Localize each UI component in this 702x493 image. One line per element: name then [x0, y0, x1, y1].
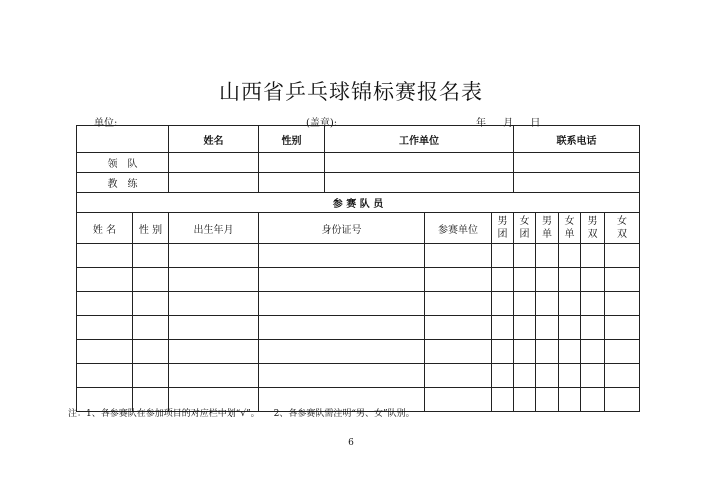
member-entry-cell[interactable] — [425, 316, 492, 340]
member-row — [77, 268, 640, 292]
coach-gender-cell[interactable] — [259, 173, 325, 193]
member-entry-cell[interactable] — [605, 364, 640, 388]
member-entry-cell[interactable] — [425, 292, 492, 316]
member-entry-cell[interactable] — [492, 244, 514, 268]
member-col-name: 姓 名 — [77, 213, 133, 244]
col-workunit-header: 工作单位 — [325, 126, 514, 153]
member-entry-cell[interactable] — [581, 268, 605, 292]
member-entry-cell[interactable] — [581, 364, 605, 388]
coach-phone-cell[interactable] — [514, 173, 640, 193]
member-entry-cell[interactable] — [514, 340, 536, 364]
member-rows — [77, 244, 640, 412]
member-entry-cell[interactable] — [559, 244, 581, 268]
coach-name-cell[interactable] — [169, 173, 259, 193]
member-entry-cell[interactable] — [559, 316, 581, 340]
member-col-birth: 出生年月 — [169, 213, 259, 244]
member-entry-cell[interactable] — [514, 244, 536, 268]
member-col-women-double: 女双 — [605, 213, 640, 244]
member-row — [77, 244, 640, 268]
member-entry-cell[interactable] — [536, 268, 559, 292]
member-entry-cell[interactable] — [259, 364, 425, 388]
member-entry-cell[interactable] — [514, 292, 536, 316]
members-header-row — [77, 213, 640, 244]
member-entry-cell[interactable] — [77, 340, 133, 364]
member-entry-cell[interactable] — [133, 244, 169, 268]
member-row — [77, 364, 640, 388]
member-entry-cell[interactable] — [536, 364, 559, 388]
member-entry-cell[interactable] — [605, 388, 640, 412]
month-label: 月 — [503, 118, 514, 129]
member-entry-cell[interactable] — [514, 268, 536, 292]
leader-phone-cell[interactable] — [514, 153, 640, 173]
year-label: 年 — [476, 118, 486, 129]
members-section-title: 参 赛 队 员 — [77, 193, 640, 213]
member-entry-cell[interactable] — [133, 340, 169, 364]
member-entry-cell[interactable] — [605, 340, 640, 364]
member-entry-cell[interactable] — [77, 244, 133, 268]
member-entry-cell[interactable] — [259, 316, 425, 340]
member-entry-cell[interactable] — [77, 364, 133, 388]
member-entry-cell[interactable] — [514, 316, 536, 340]
member-entry-cell[interactable] — [169, 244, 259, 268]
leader-gender-cell[interactable] — [259, 153, 325, 173]
member-entry-cell[interactable] — [492, 340, 514, 364]
member-entry-cell[interactable] — [425, 364, 492, 388]
member-entry-cell[interactable] — [605, 268, 640, 292]
member-entry-cell[interactable] — [559, 340, 581, 364]
member-entry-cell[interactable] — [492, 388, 514, 412]
member-row — [77, 340, 640, 364]
footnote — [68, 406, 415, 419]
member-col-women-single: 女单 — [559, 213, 581, 244]
member-entry-cell[interactable] — [559, 364, 581, 388]
member-entry-cell[interactable] — [581, 340, 605, 364]
member-entry-cell[interactable] — [133, 268, 169, 292]
member-col-gender: 性 别 — [133, 213, 169, 244]
member-entry-cell[interactable] — [259, 292, 425, 316]
member-entry-cell[interactable] — [605, 292, 640, 316]
member-entry-cell[interactable] — [536, 292, 559, 316]
member-entry-cell[interactable] — [169, 316, 259, 340]
member-entry-cell[interactable] — [169, 292, 259, 316]
member-entry-cell[interactable] — [536, 316, 559, 340]
member-entry-cell[interactable] — [605, 244, 640, 268]
member-entry-cell[interactable] — [581, 244, 605, 268]
member-entry-cell[interactable] — [259, 340, 425, 364]
form-title: 山西省乒乓球锦标赛报名表 — [219, 80, 483, 104]
member-entry-cell[interactable] — [169, 268, 259, 292]
member-entry-cell[interactable] — [133, 292, 169, 316]
member-row — [77, 316, 640, 340]
member-entry-cell[interactable] — [536, 244, 559, 268]
col-phone-header: 联系电话 — [514, 126, 640, 153]
leader-label: 领 队 — [77, 153, 169, 173]
footnote-1: 注：1、各参赛队在参加项目的对应栏中划“√”。 — [68, 409, 260, 419]
member-entry-cell[interactable] — [169, 364, 259, 388]
member-entry-cell[interactable] — [425, 268, 492, 292]
member-entry-cell[interactable] — [133, 316, 169, 340]
registration-table — [76, 125, 640, 412]
col-name-header: 姓名 — [169, 126, 259, 153]
member-entry-cell[interactable] — [581, 316, 605, 340]
member-entry-cell[interactable] — [559, 268, 581, 292]
member-entry-cell[interactable] — [605, 316, 640, 340]
member-col-idnumber: 身份证号 — [259, 213, 425, 244]
member-col-women-team: 女团 — [514, 213, 536, 244]
stamp-label: (盖章): — [306, 118, 338, 129]
member-entry-cell[interactable] — [492, 292, 514, 316]
member-entry-cell[interactable] — [581, 292, 605, 316]
day-label: 日 — [530, 118, 541, 129]
member-col-men-single: 男单 — [536, 213, 559, 244]
member-col-men-double: 男双 — [581, 213, 605, 244]
unit-label: 单位: — [94, 118, 118, 129]
coach-workunit-cell[interactable] — [325, 173, 514, 193]
member-col-unit: 参赛单位 — [425, 213, 492, 244]
top-header-row — [77, 126, 640, 153]
page-number: 6 — [348, 438, 354, 448]
leader-name-cell[interactable] — [169, 153, 259, 173]
member-entry-cell[interactable] — [559, 292, 581, 316]
coach-label: 教 练 — [77, 173, 169, 193]
member-entry-cell[interactable] — [133, 364, 169, 388]
leader-row — [77, 153, 640, 173]
footnote-2: 2、各参赛队需注明“男、女”队别。 — [273, 409, 415, 419]
col-gender-header: 性别 — [259, 126, 325, 153]
member-entry-cell[interactable] — [559, 388, 581, 412]
member-entry-cell[interactable] — [169, 340, 259, 364]
member-entry-cell[interactable] — [259, 244, 425, 268]
member-row — [77, 292, 640, 316]
member-entry-cell[interactable] — [514, 364, 536, 388]
member-entry-cell[interactable] — [536, 340, 559, 364]
member-entry-cell[interactable] — [514, 388, 536, 412]
member-entry-cell[interactable] — [77, 316, 133, 340]
coach-row — [77, 173, 640, 193]
member-entry-cell[interactable] — [425, 388, 492, 412]
member-entry-cell[interactable] — [425, 244, 492, 268]
member-col-men-team: 男团 — [492, 213, 514, 244]
member-entry-cell[interactable] — [77, 292, 133, 316]
member-entry-cell[interactable] — [259, 268, 425, 292]
leader-workunit-cell[interactable] — [325, 153, 514, 173]
member-entry-cell[interactable] — [425, 340, 492, 364]
member-entry-cell[interactable] — [492, 268, 514, 292]
member-entry-cell[interactable] — [492, 316, 514, 340]
corner-cell — [77, 126, 169, 153]
member-entry-cell[interactable] — [536, 388, 559, 412]
member-entry-cell[interactable] — [581, 388, 605, 412]
member-entry-cell[interactable] — [77, 268, 133, 292]
members-section-row — [77, 193, 640, 213]
member-entry-cell[interactable] — [492, 364, 514, 388]
